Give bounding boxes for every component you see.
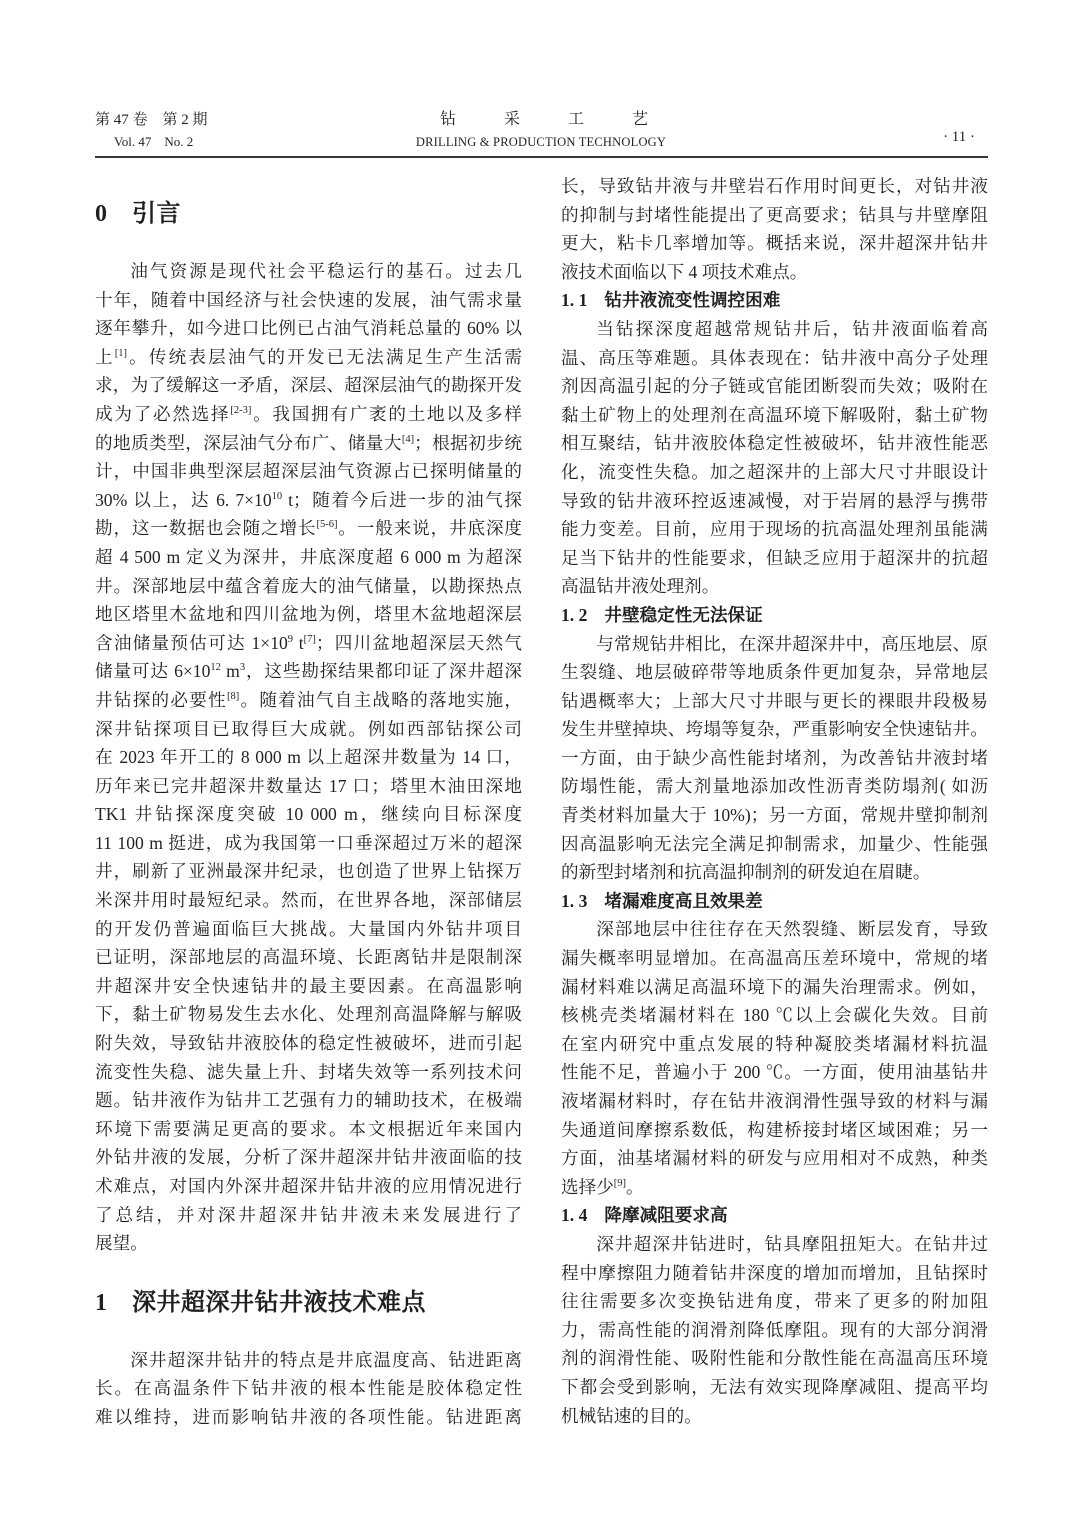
- text-run: 逐年攀升，如今进口比例已占油气消耗总量的 60% 以: [95, 318, 522, 339]
- text-line: [95, 600, 522, 629]
- text-line: [95, 257, 522, 286]
- text-run: 井钻探的必要性: [95, 689, 227, 710]
- text-line: [561, 1058, 988, 1087]
- journal-title-cn: 钻采工艺: [440, 111, 697, 128]
- header-rule: [95, 156, 988, 158]
- text-run: 超 4 500 m 定义为深井，井底深度超 6 000 m 为超深: [95, 546, 522, 567]
- text-run: 。: [626, 1176, 644, 1197]
- text-run: 十年，随着中国经济与社会快速的发展，油气需求量: [95, 289, 522, 310]
- text-run: 油气资源是现代社会平稳运行的基石。过去几: [130, 261, 522, 281]
- text-line: [561, 1001, 988, 1030]
- text-run: 钻遇概率大；上部大尺寸井眼与更长的裸眼井段极易: [561, 690, 988, 711]
- text-line: [95, 772, 522, 801]
- text-run: 漏材料难以满足高温环境下的漏失治理需求。例如，: [561, 976, 988, 997]
- volume-issue-cn: 第 47 卷 第 2 期: [95, 112, 208, 128]
- text-run: 了总结，并对深井超深井钻井液未来发展进行了: [95, 1204, 522, 1225]
- text-line: [561, 1287, 988, 1316]
- text-run: 漏失概率明显增加。在高温高压差环境中，常规的堵: [561, 948, 988, 969]
- text-line: [95, 543, 522, 572]
- text-run: TK1 井钻探深度突破 10 000 m，继续向目标深度: [95, 804, 522, 825]
- text-line: [561, 172, 988, 201]
- section-number: 0: [95, 201, 107, 227]
- text-run: 生裂缝、地层破碎带等地质条件更加复杂，异常地层: [561, 662, 988, 683]
- text-line: [95, 943, 522, 972]
- text-run: 程中摩擦阻力随着钻井深度的增加而增加，且钻探时: [561, 1262, 988, 1283]
- text-line: [95, 1403, 522, 1432]
- text-run: ；四川盆地超深层天然气: [315, 632, 522, 653]
- paragraph: [561, 1230, 988, 1430]
- text-line: [561, 372, 988, 401]
- section-heading: [95, 169, 522, 257]
- text-line: [561, 1030, 988, 1059]
- paragraph: [561, 915, 988, 1201]
- text-run: 剂因高温引起的分子链或官能团断裂而失效；吸附在: [561, 376, 988, 397]
- text-line: [561, 687, 988, 716]
- text-run: 。我国拥有广袤的土地以及多样: [251, 403, 522, 424]
- text-run: 含油储量预估可达 1×10: [95, 632, 288, 653]
- text-run: ；根据初步统: [414, 432, 522, 453]
- text-line: [95, 314, 522, 343]
- text-line: [95, 657, 522, 686]
- text-run: 。传统表层油气的开发已无法满足生产生活需: [127, 346, 522, 367]
- text-run: 流变性失稳、滤失量上升、封堵失效等一系列技术问: [95, 1061, 522, 1082]
- text-run: 方面，油基堵漏材料的研发与应用相对不成熟，种类: [561, 1148, 988, 1169]
- text-run: 青类材料加量大于 10%)；另一方面，常规井壁抑制剂: [561, 805, 988, 826]
- text-run: 计，中国非典型深层超深层油气资源占已探明储量的: [95, 461, 522, 482]
- text-run: 的新型封堵剂和抗高温抑制剂的研发迫在眉睫。: [561, 862, 931, 883]
- text-line: [95, 972, 522, 1001]
- text-run: 成为了必然选择: [95, 403, 231, 424]
- text-run: 30% 以上，达 6. 7×10: [95, 489, 272, 510]
- text-run: 因高温影响无法完全满足抑制需求，加量少、性能强: [561, 833, 988, 854]
- text-run: t: [293, 632, 304, 653]
- text-line: [561, 258, 988, 287]
- subsection-number: 1. 2: [561, 604, 588, 625]
- subsection-heading: [561, 1201, 988, 1230]
- text-run: 剂的润滑性能、吸附性能和分散性能在高温高压环境: [561, 1348, 988, 1369]
- text-run: 能力变差。目前，应用于现场的抗高温处理剂虽能满: [561, 519, 988, 540]
- right-column: [561, 172, 988, 1430]
- text-run: 化，流变性失稳。加之超深井的上部大尺寸井眼设计: [561, 461, 988, 482]
- text-run: 当钻探深度超越常规钻井后，钻井液面临着高: [596, 318, 988, 339]
- exponent-superscript: 9: [287, 633, 294, 645]
- text-run: 与常规钻井相比，在深井超深井中，高压地层、原: [596, 633, 988, 654]
- text-run: 失通道间摩擦系数低，构建桥接封堵区域困难；另一: [561, 1119, 988, 1140]
- citation-superscript: [1]: [114, 347, 127, 359]
- text-line: [95, 743, 522, 772]
- text-line: [561, 487, 988, 516]
- text-line: [561, 973, 988, 1002]
- text-run: 下都会受到影响，无法有效实现降摩减阻、提高平均: [561, 1376, 988, 1397]
- text-run: 力，需高性能的润滑剂降低摩阻。现有的大部分润滑: [561, 1319, 988, 1340]
- text-line: [95, 286, 522, 315]
- text-line: [95, 829, 522, 858]
- text-run: 井。深部地层中蕴含着庞大的油气储量，以勘探热点: [95, 575, 522, 596]
- text-run: 高温钻井液处理剂。: [561, 576, 720, 597]
- subsection-heading: [561, 601, 988, 630]
- text-run: m: [220, 661, 240, 682]
- text-run: 地区塔里木盆地和四川盆地为例，塔里木盆地超深层: [95, 604, 522, 625]
- text-run: 更大，粘卡几率增加等。概括来说，深井超深井钻井: [561, 233, 988, 254]
- text-run: 储量可达 6×10: [95, 661, 211, 682]
- text-run: 一方面，由于缺少高性能封堵剂，为改善钻井液封堵: [561, 747, 988, 768]
- subsection-number: 1. 3: [561, 890, 588, 911]
- text-run: 的抑制与封堵性能提出了更高要求；钻具与井壁摩阻: [561, 204, 988, 225]
- text-line: [95, 1374, 522, 1403]
- text-line: [561, 1402, 988, 1431]
- text-run: 上: [95, 346, 115, 367]
- text-run: 发生井壁掉块、垮塌等复杂，严重影响安全快速钻井。: [561, 719, 988, 740]
- subsection-number: 1. 4: [561, 1205, 588, 1226]
- text-line: [561, 315, 988, 344]
- text-line: [95, 715, 522, 744]
- subsection-title: 降摩减阻要求高: [604, 1206, 728, 1227]
- text-line: [95, 1172, 522, 1201]
- text-run: 求，为了缓解这一矛盾，深层、超深层油气的勘探开发: [95, 375, 522, 396]
- paragraph: [95, 1346, 522, 1432]
- volume-issue-en: Vol. 47 No. 2: [114, 134, 194, 149]
- text-line: [95, 400, 522, 429]
- text-run: ，这些勘探结果都印证了深井超深: [245, 661, 522, 682]
- text-line: [561, 858, 988, 887]
- text-line: [95, 486, 522, 515]
- text-line: [561, 572, 988, 601]
- text-line: [95, 1115, 522, 1144]
- subsection-title: 井壁稳定性无法保证: [604, 605, 763, 626]
- section-title: 深井超深井钻井液技术难点: [132, 1287, 426, 1316]
- text-line: [95, 686, 522, 715]
- text-line: [95, 1000, 522, 1029]
- text-line: [561, 201, 988, 230]
- text-line: [95, 1201, 522, 1230]
- paragraph: [561, 315, 988, 601]
- paragraph: [95, 257, 522, 1258]
- text-line: [561, 1344, 988, 1373]
- text-run: 长，导致钻井液与井壁岩石作用时间更长，对钻井液: [561, 176, 988, 196]
- text-run: 性能不足，普遍小于 200 ℃。一方面，使用油基钻井: [561, 1062, 988, 1083]
- text-line: [561, 630, 988, 659]
- text-line: [561, 1087, 988, 1116]
- text-line: [561, 458, 988, 487]
- text-run: 井，刷新了亚洲最深井纪录，也创造了世界上钻探万: [95, 861, 522, 882]
- text-run: 在 2023 年开工的 8 000 m 以上超深井数量为 14 口，: [95, 747, 522, 768]
- text-line: [561, 772, 988, 801]
- exponent-superscript: 12: [210, 662, 221, 674]
- text-run: 在室内研究中重点发展的特种凝胶类堵漏材料抗温: [561, 1033, 988, 1054]
- text-line: [561, 401, 988, 430]
- text-line: [95, 1058, 522, 1087]
- text-run: 的开发仍普遍面临巨大挑战。大量国内外钻井项目: [95, 918, 522, 939]
- text-run: 题。钻井液作为钻井工艺强有力的辅助技术，在极端: [95, 1090, 522, 1111]
- text-line: [561, 715, 988, 744]
- citation-superscript: [5-6]: [316, 519, 338, 531]
- text-line: [561, 1144, 988, 1173]
- text-line: [561, 229, 988, 258]
- citation-superscript: [8]: [226, 691, 240, 703]
- text-line: [95, 1029, 522, 1058]
- exponent-superscript: 3: [239, 662, 246, 674]
- text-run: 防塌性能，需大剂量地添加改性沥青类防塌剂( 如沥: [561, 776, 988, 797]
- citation-superscript: [7]: [303, 633, 316, 645]
- text-run: 。一般来说，井底深度: [337, 518, 522, 539]
- text-line: [561, 544, 988, 573]
- citation-superscript: [4]: [401, 433, 415, 445]
- subsection-title: 钻井液流变性调控困难: [604, 291, 781, 312]
- page-number: · 11 ·: [943, 129, 975, 145]
- text-run: 机械钻速的目的。: [561, 1405, 702, 1426]
- text-line: [561, 1373, 988, 1402]
- text-run: 历年来已完井超深井数量达 17 口；塔里木油田深地: [95, 775, 522, 796]
- text-line: [95, 629, 522, 658]
- text-run: 难以维持，进而影响钻井液的各项性能。钻进距离: [95, 1406, 522, 1427]
- text-run: 温、高压等难题。具体表现在：钻井液中高分子处理: [561, 347, 988, 368]
- text-line: [95, 1086, 522, 1115]
- text-run: 环境下需要满足更高的要求。本文根据近年来国内: [95, 1118, 522, 1139]
- exponent-superscript: 10: [271, 490, 283, 502]
- text-line: [561, 944, 988, 973]
- section-number: 1: [95, 1289, 107, 1316]
- text-run: 的地质类型，深层油气分布广、储量大: [95, 432, 402, 453]
- text-run: 勘，这一数据也会随之增长: [95, 518, 317, 539]
- text-run: 核桃壳类堵漏材料在 180 ℃以上会碳化失效。目前: [561, 1005, 988, 1026]
- text-line: [95, 457, 522, 486]
- text-line: [95, 1346, 522, 1375]
- paragraph: [561, 630, 988, 887]
- citation-superscript: [2-3]: [230, 405, 252, 417]
- text-line: [561, 1259, 988, 1288]
- text-run: 附失效，导致钻井液胶体的稳定性被破坏，进而引起: [95, 1033, 522, 1054]
- text-line: [95, 371, 522, 400]
- paragraph: [561, 172, 988, 286]
- text-line: [95, 514, 522, 543]
- text-line: [95, 343, 522, 372]
- text-line: [561, 830, 988, 859]
- text-line: [561, 1316, 988, 1345]
- text-line: [561, 801, 988, 830]
- text-run: 已证明，深部地层的高温环境、长距离钻井是限制深: [95, 947, 522, 968]
- journal-title-en: DRILLING & PRODUCTION TECHNOLOGY: [415, 135, 667, 149]
- text-line: [561, 515, 988, 544]
- text-line: [561, 658, 988, 687]
- text-run: 黏土矿物上的处理剂在高温环境下解吸附，黏土矿物: [561, 404, 988, 425]
- subsection-number: 1. 1: [561, 290, 588, 311]
- text-run: 外钻井液的发展，分析了深井超深井钻井液面临的技: [95, 1147, 522, 1168]
- text-run: 术难点，对国内外深井超深井钻井液的应用情况进行: [95, 1176, 522, 1196]
- text-line: [95, 429, 522, 458]
- text-run: 。随着油气自主战略的落地实施，: [239, 689, 522, 710]
- text-line: [95, 915, 522, 944]
- text-run: 深井超深井钻进时，钻具摩阻扭矩大。在钻井过: [596, 1233, 988, 1254]
- text-line: [95, 886, 522, 915]
- text-line: [561, 344, 988, 373]
- left-column: [95, 169, 522, 1432]
- text-line: [95, 857, 522, 886]
- text-line: [95, 1143, 522, 1172]
- subsection-heading: [561, 887, 988, 916]
- text-run: 下，黏土矿物易发生去水化、处理剂高温降解与解吸: [95, 1004, 522, 1025]
- text-run: 相互聚结，钻井液胶体稳定性被破坏，钻井液性能恶: [561, 433, 988, 454]
- text-run: 展望。: [95, 1233, 148, 1254]
- text-run: 深部地层中往往存在天然裂缝、断层发育，导致: [596, 919, 988, 940]
- text-run: 深井超深井钻井的特点是井底温度高、钻进距离: [130, 1349, 522, 1370]
- text-run: 11 100 m 挺进，成为我国第一口垂深超过万米的超深: [95, 832, 522, 853]
- text-run: 导致的钻井液环控返速减慢，对于岩屑的悬浮与携带: [561, 490, 988, 511]
- text-run: 选择少: [561, 1176, 614, 1197]
- text-line: [95, 800, 522, 829]
- text-line: [95, 572, 522, 601]
- text-line: [561, 429, 988, 458]
- text-line: [561, 1173, 988, 1202]
- text-run: 米深井用时最短纪录。然而，在世界各地，深部储层: [95, 890, 522, 911]
- text-run: 液堵漏材料时，存在钻井液润滑性强导致的材料与漏: [561, 1091, 988, 1111]
- text-line: [561, 1116, 988, 1145]
- subsection-title: 堵漏难度高且效果差: [604, 891, 763, 912]
- subsection-heading: [561, 286, 988, 315]
- text-run: 足当下钻井的性能要求，但缺乏应用于超深井的抗超: [561, 547, 988, 568]
- citation-superscript: [9]: [613, 1177, 627, 1189]
- text-run: 井超深井安全快速钻井的最主要因素。在高温影响: [95, 975, 522, 996]
- text-line: [561, 915, 988, 944]
- section-heading: [95, 1258, 522, 1346]
- text-line: [95, 1229, 522, 1258]
- text-run: 深井钻探项目已取得巨大成就。例如西部钻探公司: [95, 718, 522, 739]
- text-run: 液技术面临以下 4 项技术难点。: [561, 261, 808, 282]
- text-line: [561, 744, 988, 773]
- text-line: [561, 1230, 988, 1259]
- text-run: t；随着今后进一步的油气探: [282, 489, 522, 510]
- section-title: 引言: [132, 199, 181, 227]
- text-run: 长。在高温条件下钻井液的根本性能是胶体稳定性: [95, 1378, 522, 1399]
- text-run: 往往需要多次变换钻进角度，带来了更多的附加阻: [561, 1291, 988, 1312]
